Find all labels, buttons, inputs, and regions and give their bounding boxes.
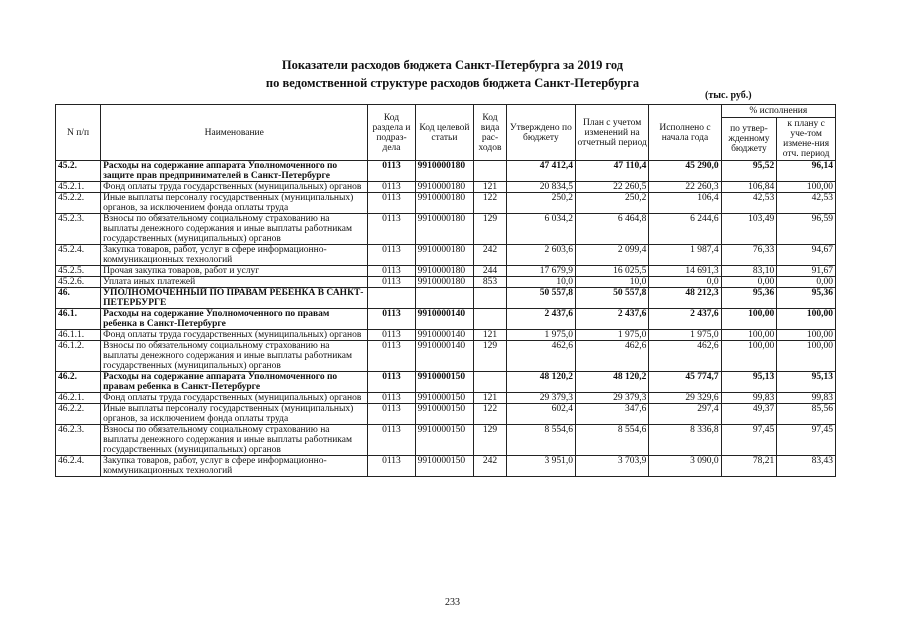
cell-executed: 6 244,6 xyxy=(649,214,721,245)
cell-pct-approved: 0,00 xyxy=(721,277,777,288)
cell-section: 0113 xyxy=(368,330,415,341)
cell-target: 9910000180 xyxy=(415,182,474,193)
cell-num: 45.2.5. xyxy=(56,266,101,277)
cell-target: 9910000150 xyxy=(415,425,474,456)
col-header-approved: Утверждено по бюджету xyxy=(506,105,575,161)
cell-plan: 462,6 xyxy=(575,341,648,372)
cell-num: 45.2.6. xyxy=(56,277,101,288)
cell-plan: 250,2 xyxy=(575,193,648,214)
col-header-target: Код целевой статьи xyxy=(415,105,474,161)
cell-approved: 47 412,4 xyxy=(506,161,575,182)
cell-executed: 2 437,6 xyxy=(649,309,721,330)
cell-pct-approved: 83,10 xyxy=(721,266,777,277)
cell-plan: 1 975,0 xyxy=(575,330,648,341)
cell-target: 9910000180 xyxy=(415,193,474,214)
cell-plan: 3 703,9 xyxy=(575,456,648,477)
cell-expense: 129 xyxy=(474,341,506,372)
col-header-executed: Исполнено с начала года xyxy=(649,105,721,161)
cell-pct-approved: 95,52 xyxy=(721,161,777,182)
cell-name: Прочая закупка товаров, работ и услуг xyxy=(101,266,368,277)
cell-expense: 244 xyxy=(474,266,506,277)
cell-executed: 1 975,0 xyxy=(649,330,721,341)
cell-target xyxy=(415,288,474,309)
cell-num: 46.2.3. xyxy=(56,425,101,456)
cell-expense: 242 xyxy=(474,245,506,266)
cell-section: 0113 xyxy=(368,425,415,456)
cell-expense: 122 xyxy=(474,404,506,425)
cell-pct-approved: 100,00 xyxy=(721,341,777,372)
table-row xyxy=(56,214,836,245)
cell-name: Закупка товаров, работ, услуг в сфере информационно-коммуникационных технологий xyxy=(101,456,368,477)
table-row xyxy=(56,266,836,277)
cell-executed: 106,4 xyxy=(649,193,721,214)
cell-approved: 2 603,6 xyxy=(506,245,575,266)
cell-executed: 297,4 xyxy=(649,404,721,425)
cell-pct-plan: 95,36 xyxy=(777,288,836,309)
cell-section: 0113 xyxy=(368,161,415,182)
cell-plan: 2 437,6 xyxy=(575,309,648,330)
cell-pct-plan: 100,00 xyxy=(777,341,836,372)
cell-section: 0113 xyxy=(368,456,415,477)
cell-section: 0113 xyxy=(368,277,415,288)
cell-approved: 10,0 xyxy=(506,277,575,288)
cell-num: 45.2. xyxy=(56,161,101,182)
cell-pct-approved: 97,45 xyxy=(721,425,777,456)
cell-num: 45.2.2. xyxy=(56,193,101,214)
cell-pct-plan: 100,00 xyxy=(777,330,836,341)
cell-pct-plan: 97,45 xyxy=(777,425,836,456)
table-row xyxy=(56,245,836,266)
cell-section: 0113 xyxy=(368,214,415,245)
cell-expense: 129 xyxy=(474,214,506,245)
cell-name: Расходы на содержание аппарата Уполномоченного по правам ребенка в Санкт-Петербурге xyxy=(101,372,368,393)
cell-name: Иные выплаты персоналу государственных (муниципальных) органов, за исключением фонда оплаты труда xyxy=(101,404,368,425)
cell-name: Уплата иных платежей xyxy=(101,277,368,288)
cell-executed: 462,6 xyxy=(649,341,721,372)
col-header-num: N п/п xyxy=(56,105,101,161)
cell-executed: 45 290,0 xyxy=(649,161,721,182)
document-title-line1: Показатели расходов бюджета Санкт-Петербурга за 2019 год xyxy=(281,58,624,72)
cell-expense: 121 xyxy=(474,330,506,341)
cell-name: Взносы по обязательному социальному страхованию на выплаты денежного содержания и иные выплаты работникам государственных (муниципальных) органов xyxy=(101,341,368,372)
table-row xyxy=(56,330,836,341)
cell-name: Расходы на содержание аппарата Уполномоченного по защите прав предпринимателей в Санкт-Петербурге xyxy=(101,161,368,182)
cell-executed: 48 212,3 xyxy=(649,288,721,309)
cell-section: 0113 xyxy=(368,266,415,277)
cell-num: 46.1.1. xyxy=(56,330,101,341)
cell-approved: 602,4 xyxy=(506,404,575,425)
cell-section: 0113 xyxy=(368,245,415,266)
cell-pct-approved: 106,84 xyxy=(721,182,777,193)
cell-name: Фонд оплаты труда государственных (муниципальных) органов xyxy=(101,182,368,193)
col-header-plan: План с учетом изменений на отчетный период xyxy=(575,105,648,161)
cell-section: 0113 xyxy=(368,182,415,193)
page-number: 233 xyxy=(445,597,460,608)
cell-expense xyxy=(474,309,506,330)
cell-target: 9910000150 xyxy=(415,393,474,404)
col-header-expense: Код вида рас-ходов xyxy=(474,105,506,161)
cell-name: Расходы на содержание Уполномоченного по правам ребенка в Санкт-Петербурге xyxy=(101,309,368,330)
cell-section: 0113 xyxy=(368,193,415,214)
table-row xyxy=(56,425,836,456)
cell-expense: 129 xyxy=(474,425,506,456)
cell-plan: 16 025,5 xyxy=(575,266,648,277)
cell-pct-plan: 96,59 xyxy=(777,214,836,245)
cell-expense: 121 xyxy=(474,393,506,404)
cell-target: 9910000140 xyxy=(415,309,474,330)
cell-section: 0113 xyxy=(368,309,415,330)
cell-target: 9910000140 xyxy=(415,330,474,341)
cell-plan: 2 099,4 xyxy=(575,245,648,266)
col-header-section: Код раздела и подраз-дела xyxy=(368,105,415,161)
cell-approved: 250,2 xyxy=(506,193,575,214)
cell-pct-plan: 42,53 xyxy=(777,193,836,214)
cell-section: 0113 xyxy=(368,404,415,425)
cell-executed: 45 774,7 xyxy=(649,372,721,393)
cell-target: 9910000140 xyxy=(415,341,474,372)
cell-section: 0113 xyxy=(368,393,415,404)
cell-executed: 22 260,3 xyxy=(649,182,721,193)
cell-num: 46.1. xyxy=(56,309,101,330)
cell-num: 46.2.1. xyxy=(56,393,101,404)
cell-name: Фонд оплаты труда государственных (муниципальных) органов xyxy=(101,330,368,341)
cell-expense: 242 xyxy=(474,456,506,477)
cell-plan: 22 260,5 xyxy=(575,182,648,193)
cell-pct-plan: 85,56 xyxy=(777,404,836,425)
cell-num: 46.2. xyxy=(56,372,101,393)
cell-approved: 50 557,8 xyxy=(506,288,575,309)
cell-name: Закупка товаров, работ, услуг в сфере информационно-коммуникационных технологий xyxy=(101,245,368,266)
col-header-pct-approved: по утвер-жденному бюджету xyxy=(721,118,777,161)
cell-target: 9910000180 xyxy=(415,277,474,288)
cell-num: 46.2.2. xyxy=(56,404,101,425)
cell-target: 9910000180 xyxy=(415,161,474,182)
cell-approved: 17 679,9 xyxy=(506,266,575,277)
table-row xyxy=(56,288,836,309)
cell-pct-plan: 99,83 xyxy=(777,393,836,404)
cell-plan: 50 557,8 xyxy=(575,288,648,309)
table-row xyxy=(56,456,836,477)
cell-num: 46.1.2. xyxy=(56,341,101,372)
cell-name: Взносы по обязательному социальному страхованию на выплаты денежного содержания и иные выплаты работникам государственных (муниципальных) органов xyxy=(101,214,368,245)
cell-num: 45.2.1. xyxy=(56,182,101,193)
table-row xyxy=(56,341,836,372)
cell-executed: 0,0 xyxy=(649,277,721,288)
document-title-line2: по ведомственной структуре расходов бюджета Санкт-Петербурга xyxy=(265,76,640,90)
cell-expense xyxy=(474,288,506,309)
cell-pct-plan: 96,14 xyxy=(777,161,836,182)
cell-name: УПОЛНОМОЧЕННЫЙ ПО ПРАВАМ РЕБЕНКА В САНКТ-ПЕТЕРБУРГЕ xyxy=(101,288,368,309)
cell-pct-approved: 42,53 xyxy=(721,193,777,214)
cell-approved: 3 951,0 xyxy=(506,456,575,477)
cell-section: 0113 xyxy=(368,341,415,372)
cell-num: 46.2.4. xyxy=(56,456,101,477)
cell-plan: 47 110,4 xyxy=(575,161,648,182)
table-row xyxy=(56,404,836,425)
table-row xyxy=(56,309,836,330)
cell-approved: 2 437,6 xyxy=(506,309,575,330)
cell-pct-plan: 100,00 xyxy=(777,309,836,330)
cell-num: 45.2.4. xyxy=(56,245,101,266)
cell-plan: 48 120,2 xyxy=(575,372,648,393)
col-header-pct-group: % исполнения xyxy=(721,105,835,118)
cell-expense xyxy=(474,161,506,182)
cell-pct-plan: 94,67 xyxy=(777,245,836,266)
cell-executed: 29 329,6 xyxy=(649,393,721,404)
cell-pct-plan: 95,13 xyxy=(777,372,836,393)
table-row xyxy=(56,161,836,182)
cell-pct-approved: 100,00 xyxy=(721,309,777,330)
cell-pct-approved: 103,49 xyxy=(721,214,777,245)
cell-num: 45.2.3. xyxy=(56,214,101,245)
cell-name: Взносы по обязательному социальному страхованию на выплаты денежного содержания и иные выплаты работникам государственных (муниципальных) органов xyxy=(101,425,368,456)
cell-pct-plan: 100,00 xyxy=(777,182,836,193)
cell-approved: 20 834,5 xyxy=(506,182,575,193)
cell-target: 9910000150 xyxy=(415,404,474,425)
cell-name: Иные выплаты персоналу государственных (муниципальных) органов, за исключением фонда оплаты труда xyxy=(101,193,368,214)
cell-name: Фонд оплаты труда государственных (муниципальных) органов xyxy=(101,393,368,404)
cell-num: 46. xyxy=(56,288,101,309)
col-header-pct-plan: к плану с уче-том измене-ния отч. период xyxy=(777,118,836,161)
cell-expense: 853 xyxy=(474,277,506,288)
table-row xyxy=(56,277,836,288)
cell-approved: 462,6 xyxy=(506,341,575,372)
cell-pct-approved: 100,00 xyxy=(721,330,777,341)
cell-section: 0113 xyxy=(368,372,415,393)
cell-pct-approved: 95,13 xyxy=(721,372,777,393)
cell-plan: 10,0 xyxy=(575,277,648,288)
cell-target: 9910000180 xyxy=(415,266,474,277)
col-header-name: Наименование xyxy=(101,105,368,161)
table-body xyxy=(56,161,836,477)
cell-pct-approved: 99,83 xyxy=(721,393,777,404)
cell-expense: 122 xyxy=(474,193,506,214)
cell-approved: 8 554,6 xyxy=(506,425,575,456)
cell-pct-approved: 78,21 xyxy=(721,456,777,477)
cell-plan: 347,6 xyxy=(575,404,648,425)
cell-section xyxy=(368,288,415,309)
cell-executed: 1 987,4 xyxy=(649,245,721,266)
units-label: (тыс. руб.) xyxy=(705,90,752,101)
cell-executed: 8 336,8 xyxy=(649,425,721,456)
table-row xyxy=(56,372,836,393)
cell-plan: 29 379,3 xyxy=(575,393,648,404)
table-row xyxy=(56,182,836,193)
cell-approved: 6 034,2 xyxy=(506,214,575,245)
cell-pct-approved: 95,36 xyxy=(721,288,777,309)
cell-pct-plan: 0,00 xyxy=(777,277,836,288)
cell-executed: 3 090,0 xyxy=(649,456,721,477)
cell-executed: 14 691,3 xyxy=(649,266,721,277)
cell-pct-approved: 49,37 xyxy=(721,404,777,425)
cell-target: 9910000180 xyxy=(415,214,474,245)
cell-expense: 121 xyxy=(474,182,506,193)
cell-pct-plan: 91,67 xyxy=(777,266,836,277)
cell-approved: 1 975,0 xyxy=(506,330,575,341)
cell-target: 9910000150 xyxy=(415,372,474,393)
cell-approved: 48 120,2 xyxy=(506,372,575,393)
cell-pct-plan: 83,43 xyxy=(777,456,836,477)
cell-target: 9910000180 xyxy=(415,245,474,266)
cell-pct-approved: 76,33 xyxy=(721,245,777,266)
cell-approved: 29 379,3 xyxy=(506,393,575,404)
cell-expense xyxy=(474,372,506,393)
cell-target: 9910000150 xyxy=(415,456,474,477)
cell-plan: 6 464,8 xyxy=(575,214,648,245)
table-row xyxy=(56,393,836,404)
budget-table xyxy=(55,104,836,477)
table-row xyxy=(56,193,836,214)
cell-plan: 8 554,6 xyxy=(575,425,648,456)
